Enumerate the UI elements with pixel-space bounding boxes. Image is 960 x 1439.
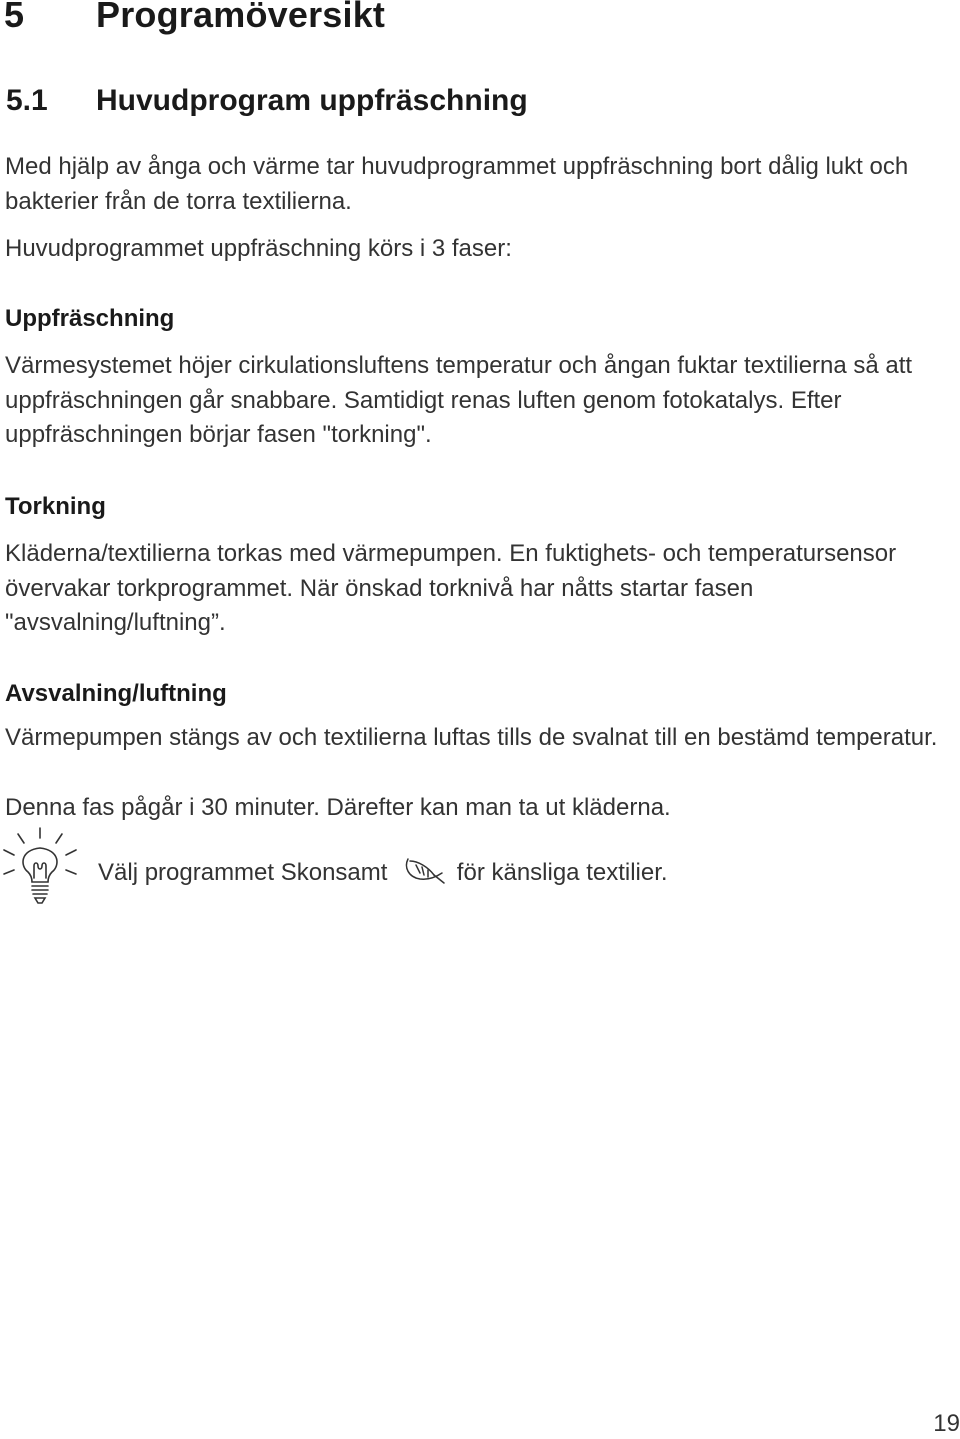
tip-box <box>0 826 960 916</box>
lightbulb-icon <box>0 826 80 908</box>
phase-text-drying: Kläderna/textilierna torkas med värmepumpen. En fuktighets- och temperatursensor övervakar torkprogrammet. När önskad torknivå har nåtts startar fasen "avsvalning/luftning”. <box>5 540 897 636</box>
phase-text-refresh: Värmesystemet höjer cirkulationsluftens temperatur och ångan fuktar textilierna så att uppfräschningen går snabbare. Samtidigt renas luften genom fotokatalys. Efter uppfräschningen börjar fasen "torkning". <box>5 352 913 448</box>
phase-text-cooling: Värmepumpen stängs av och textilierna luftas tills de svalnat till en bestämd temperatur. <box>5 724 938 751</box>
feather-icon <box>398 853 446 887</box>
tip-text <box>98 856 668 890</box>
section-title: Huvudprogram uppfräschning <box>96 84 528 117</box>
page-number: 19 <box>933 1410 960 1437</box>
phase-heading-drying: Torkning <box>5 493 106 520</box>
phase-heading-refresh: Uppfräschning <box>5 305 175 332</box>
chapter-title: Programöversikt <box>96 0 386 35</box>
chapter-number: 5 <box>4 0 25 35</box>
section-heading <box>6 84 528 118</box>
tip-text-after: för känsliga textilier. <box>456 859 668 886</box>
intro-phases-line: Huvudprogrammet uppfräschning körs i 3 faser: <box>5 235 512 262</box>
intro-paragraph: Med hjälp av ånga och värme tar huvudprogrammet uppfräschning bort dålig lukt och bakterier från de torra textilierna. <box>5 153 909 215</box>
section-number: 5.1 <box>6 84 48 117</box>
chapter-heading <box>4 0 385 36</box>
tip-text-before: Välj programmet Skonsamt <box>98 859 388 886</box>
phase-heading-cooling: Avsvalning/luftning <box>5 680 227 707</box>
phase-text-cooling-duration: Denna fas pågår i 30 minuter. Därefter kan man ta ut kläderna. <box>5 794 671 821</box>
